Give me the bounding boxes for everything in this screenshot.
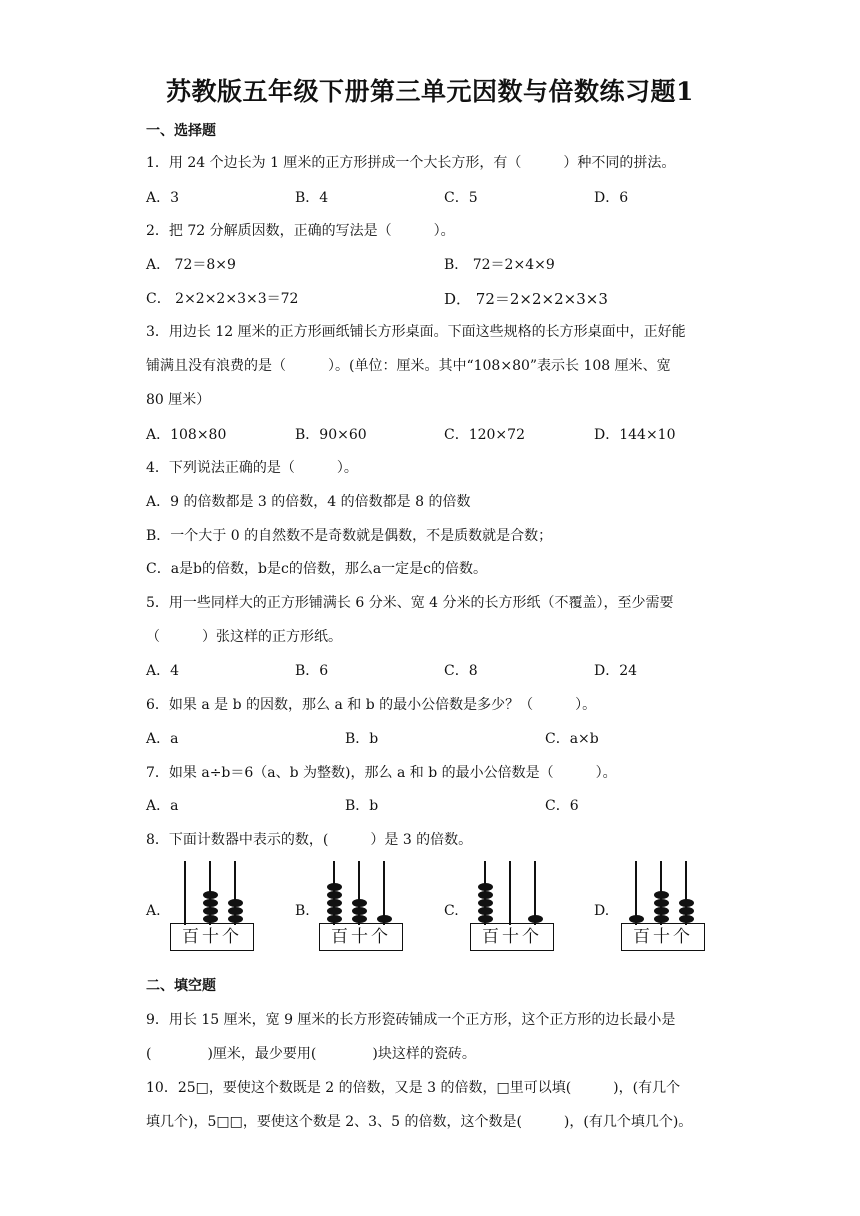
place-value-box: 百十个 — [621, 923, 705, 951]
q5-option-a: A．4 — [146, 663, 180, 679]
q3-option-a: A．108×80 — [146, 427, 227, 443]
abacus-b — [319, 861, 405, 953]
abacus-bead — [352, 899, 367, 907]
abacus-bead — [629, 915, 644, 923]
abacus-bead — [654, 915, 669, 923]
q6-option-a: A．a — [146, 731, 179, 747]
q7-option-c: C．6 — [545, 798, 579, 814]
abacus-bead — [654, 891, 669, 899]
question-3-line-2: 铺满且没有浪费的是（ ）。(单位：厘米。其中“108×80”表示长 108 厘米、宽 — [146, 358, 671, 374]
q2-option-b: B． 72＝2×4×9 — [444, 257, 555, 273]
q7-option-b: B．b — [345, 798, 379, 814]
abacus-bead — [679, 899, 694, 907]
question-3-line-3: 80 厘米） — [146, 392, 211, 408]
q1-option-c: C．5 — [444, 190, 478, 206]
q4-option-a: A．9 的倍数都是 3 的倍数，4 的倍数都是 8 的倍数 — [146, 494, 471, 510]
q2-option-a: A． 72＝8×9 — [146, 257, 236, 273]
abacus-bead — [679, 915, 694, 923]
section-heading-fill: 二、填空题 — [146, 978, 216, 994]
abacus-label-c: C. — [444, 903, 459, 919]
abacus-bead — [528, 915, 543, 923]
question-7: 7．如果 a÷b＝6（a、b 为整数)，那么 a 和 b 的最小公倍数是（ ）。 — [146, 765, 617, 781]
q5-option-d: D．24 — [594, 663, 638, 679]
question-2: 2．把 72 分解质因数，正确的写法是（ ）。 — [146, 223, 455, 239]
abacus-bead — [228, 899, 243, 907]
abacus-bead — [228, 915, 243, 923]
q4-option-c: C．a是b的倍数，b是c的倍数，那么a一定是c的倍数。 — [146, 561, 488, 577]
abacus-bead — [654, 907, 669, 915]
section-heading-choice: 一、选择题 — [146, 123, 216, 139]
place-value-box: 百十个 — [170, 923, 254, 951]
q3-option-d: D．144×10 — [594, 427, 676, 443]
q6-option-b: B．b — [345, 731, 379, 747]
abacus-a — [170, 861, 256, 953]
abacus-bead — [327, 915, 342, 923]
abacus-bead — [327, 891, 342, 899]
abacus-rod-hundreds — [184, 861, 186, 925]
place-value-box: 百十个 — [319, 923, 403, 951]
abacus-bead — [352, 915, 367, 923]
abacus-bead — [203, 907, 218, 915]
abacus-bead — [203, 891, 218, 899]
q4-option-b: B．一个大于 0 的自然数不是奇数就是偶数，不是质数就是合数； — [146, 528, 553, 544]
q3-option-c: C．120×72 — [444, 427, 525, 443]
abacus-bead — [654, 899, 669, 907]
abacus-bead — [203, 915, 218, 923]
question-3-line-1: 3．用边长 12 厘米的正方形画纸铺长方形桌面。下面这些规格的长方形桌面中，正好能 — [146, 324, 686, 340]
page-title: 苏教版五年级下册第三单元因数与倍数练习题1 — [166, 77, 694, 106]
question-1: 1．用 24 个边长为 1 厘米的正方形拼成一个大长方形，有（ ）种不同的拼法。 — [146, 155, 676, 171]
abacus-c — [470, 861, 556, 953]
abacus-bead — [478, 899, 493, 907]
abacus-label-a: A. — [146, 903, 161, 919]
q2-option-d: D． 72＝2×2×2×3×3 — [444, 290, 608, 308]
question-5-line-2: （ ）张这样的正方形纸。 — [146, 629, 342, 645]
question-9-line-1: 9．用长 15 厘米，宽 9 厘米的长方形瓷砖铺成一个正方形，这个正方形的边长最小是 — [146, 1012, 676, 1028]
q6-option-c: C．a×b — [545, 731, 599, 747]
q5-option-b: B．6 — [295, 663, 329, 679]
question-8: 8．下面计数器中表示的数，( ）是 3 的倍数。 — [146, 832, 473, 848]
abacus-bead — [352, 907, 367, 915]
abacus-label-d: D. — [594, 903, 610, 919]
question-5-line-1: 5．用一些同样大的正方形铺满长 6 分米、宽 4 分米的长方形纸（不覆盖），至少需要 — [146, 595, 674, 611]
q1-option-a: A．3 — [146, 190, 180, 206]
abacus-bead — [679, 907, 694, 915]
abacus-bead — [478, 915, 493, 923]
q3-option-b: B．90×60 — [295, 427, 367, 443]
question-9-line-2: ( )厘米，最少要用( )块这样的瓷砖。 — [146, 1046, 476, 1062]
abacus-bead — [327, 883, 342, 891]
abacus-rod-tens — [509, 861, 511, 925]
question-6: 6．如果 a 是 b 的因数，那么 a 和 b 的最小公倍数是多少？（ ）。 — [146, 697, 597, 713]
q2-option-c: C． 2×2×2×3×3＝72 — [146, 291, 299, 307]
abacus-bead — [478, 883, 493, 891]
question-4: 4．下列说法正确的是（ ）。 — [146, 460, 358, 476]
q1-option-d: D．6 — [594, 190, 629, 206]
q7-option-a: A．a — [146, 798, 179, 814]
question-10-line-1: 10．25□，要使这个数既是 2 的倍数，又是 3 的倍数，□里可以填( )，(有几个 — [146, 1080, 681, 1096]
abacus-bead — [478, 907, 493, 915]
q5-option-c: C．8 — [444, 663, 478, 679]
q1-option-b: B．4 — [295, 190, 329, 206]
abacus-bead — [327, 899, 342, 907]
abacus-label-b: B. — [295, 903, 310, 919]
question-10-line-2: 填几个)，5□□，要使这个数是 2、3、5 的倍数，这个数是( )，(有几个填几个)。 — [146, 1114, 693, 1130]
abacus-d — [621, 861, 707, 953]
abacus-bead — [203, 899, 218, 907]
abacus-bead — [377, 915, 392, 923]
abacus-bead — [228, 907, 243, 915]
place-value-box: 百十个 — [470, 923, 554, 951]
abacus-bead — [478, 891, 493, 899]
abacus-bead — [327, 907, 342, 915]
